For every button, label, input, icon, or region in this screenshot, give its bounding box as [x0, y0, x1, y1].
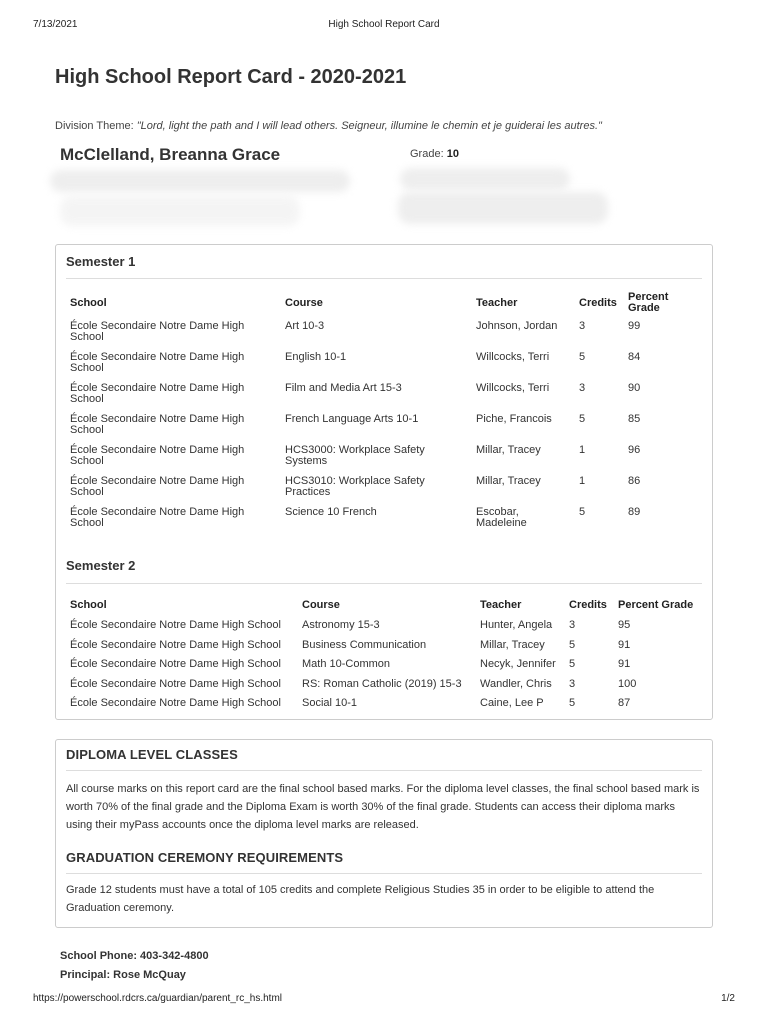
table-row: [66, 441, 704, 472]
percent-grade-cell: 95: [618, 619, 631, 632]
course-cell: HCS3010: Workplace Safety Practices: [285, 475, 425, 498]
table-row: [66, 675, 704, 695]
column-header-percent-grade: Percent Grade: [618, 599, 694, 611]
divider: [66, 278, 702, 279]
teacher-cell: Piche, Francois: [476, 413, 552, 425]
grade-label: Grade:: [410, 148, 444, 160]
teacher-cell: Willcocks, Terri: [476, 351, 550, 363]
percent-grade-cell: 90: [628, 382, 641, 394]
table-row: [66, 636, 704, 656]
redacted-area: [60, 196, 300, 226]
course-cell: Science 10 French: [285, 506, 377, 518]
course-cell: Math 10-Common: [302, 658, 391, 671]
grade-value: 10: [446, 148, 459, 160]
table-row: [66, 616, 704, 636]
semester-1-table: [66, 289, 704, 534]
table-row: [66, 379, 704, 410]
principal-name: Principal: Rose McQuay: [60, 969, 186, 981]
redacted-area: [50, 170, 350, 192]
info-panel: [55, 739, 713, 928]
column-header-percent-grade: Percent Grade: [628, 291, 669, 314]
student-grade: [410, 148, 459, 160]
percent-grade-cell: 100: [618, 677, 637, 690]
table-header-row: [66, 594, 704, 616]
table-row: [66, 410, 704, 441]
semester-2-table: [66, 594, 704, 714]
teacher-cell: Wandler, Chris: [480, 677, 552, 690]
semester-2-title: Semester 2: [66, 558, 136, 573]
division-theme: [55, 120, 602, 132]
school-cell: École Secondaire Notre Dame High School: [70, 320, 245, 343]
column-header-school: School: [70, 599, 107, 611]
grades-panel: [55, 244, 713, 720]
divider: [66, 583, 702, 584]
teacher-cell: Willcocks, Terri: [476, 382, 550, 394]
school-cell: École Secondaire Notre Dame High School: [70, 677, 281, 690]
diploma-section-title: DIPLOMA LEVEL CLASSES: [66, 747, 238, 762]
school-cell: École Secondaire Notre Dame High School: [70, 351, 245, 374]
divider: [66, 770, 702, 771]
school-cell: École Secondaire Notre Dame High School: [70, 638, 281, 651]
print-date: 7/13/2021: [33, 19, 78, 30]
table-row: [66, 694, 704, 714]
teacher-cell: Millar, Tracey: [480, 638, 545, 651]
table-row: [66, 317, 704, 348]
column-header-school: School: [70, 297, 107, 309]
graduation-section-text: Grade 12 students must have a total of 105 credits and complete Religious Studies 35 in order to be eligible to attend the Graduation ceremony.: [66, 884, 655, 914]
print-document-title: High School Report Card: [328, 19, 440, 30]
course-cell: French Language Arts 10-1: [285, 413, 419, 425]
course-cell: English 10-1: [285, 351, 347, 363]
course-cell: Social 10-1: [302, 697, 358, 710]
page-title: High School Report Card - 2020-2021: [55, 66, 407, 88]
column-header-course: Course: [285, 297, 323, 309]
percent-grade-cell: 99: [628, 320, 641, 332]
school-cell: École Secondaire Notre Dame High School: [70, 697, 281, 710]
page-url: https://powerschool.rdcrs.ca/guardian/parent_rc_hs.html: [33, 993, 283, 1004]
school-phone: School Phone: 403-342-4800: [60, 950, 209, 962]
teacher-cell: Millar, Tracey: [476, 475, 541, 487]
course-cell: Film and Media Art 15-3: [285, 382, 402, 394]
percent-grade-cell: 91: [618, 658, 631, 671]
table-row: [66, 503, 704, 534]
course-cell: Astronomy 15-3: [302, 619, 380, 632]
division-theme-quote: "Lord, light the path and I will lead others. Seigneur, illumine le chemin et je guiderai les autres.": [136, 120, 602, 132]
table-header-row: [66, 289, 704, 317]
percent-grade-cell: 84: [628, 351, 641, 363]
course-cell: Business Communication: [302, 638, 427, 651]
school-cell: École Secondaire Notre Dame High School: [70, 506, 245, 529]
page-number: 1/2: [721, 993, 735, 1004]
column-header-credits: Credits: [569, 599, 607, 611]
school-cell: École Secondaire Notre Dame High School: [70, 619, 281, 632]
student-name: McClelland, Breanna Grace: [60, 145, 281, 164]
credits-cell: 3: [579, 320, 586, 332]
graduation-section-title: GRADUATION CEREMONY REQUIREMENTS: [66, 850, 344, 865]
redacted-area: [398, 192, 608, 224]
course-cell: HCS3000: Workplace Safety Systems: [285, 444, 425, 467]
credits-cell: 5: [569, 697, 576, 710]
diploma-section-text: All course marks on this report card are the final school based marks. For the diploma level classes, the final school based mark is worth 70% of the final grade and the Diploma Exam is worth 30% of the final grade. Students can access their diploma marks using their myPass accounts once the diploma level marks are released.: [66, 783, 700, 831]
divider: [66, 873, 702, 874]
redacted-area: [400, 168, 570, 190]
course-cell: RS: Roman Catholic (2019) 15-3: [302, 677, 462, 690]
credits-cell: 5: [579, 413, 586, 425]
credits-cell: 5: [569, 658, 576, 671]
percent-grade-cell: 85: [628, 413, 641, 425]
percent-grade-cell: 96: [628, 444, 641, 456]
credits-cell: 3: [569, 677, 576, 690]
teacher-cell: Caine, Lee P: [480, 697, 544, 710]
percent-grade-cell: 89: [628, 506, 641, 518]
course-cell: Art 10-3: [285, 320, 325, 332]
school-cell: École Secondaire Notre Dame High School: [70, 382, 245, 405]
credits-cell: 1: [579, 475, 586, 487]
percent-grade-cell: 91: [618, 638, 631, 651]
division-theme-label: Division Theme:: [55, 120, 134, 132]
semester-1-title: Semester 1: [66, 254, 136, 269]
teacher-cell: Hunter, Angela: [480, 619, 553, 632]
teacher-cell: Necyk, Jennifer: [480, 658, 556, 671]
table-row: [66, 655, 704, 675]
teacher-cell: Millar, Tracey: [476, 444, 541, 456]
school-cell: École Secondaire Notre Dame High School: [70, 475, 245, 498]
school-cell: École Secondaire Notre Dame High School: [70, 413, 245, 436]
credits-cell: 3: [569, 619, 576, 632]
teacher-cell: Escobar, Madeleine: [476, 506, 527, 529]
school-cell: École Secondaire Notre Dame High School: [70, 444, 245, 467]
teacher-cell: Johnson, Jordan: [476, 320, 558, 332]
credits-cell: 1: [579, 444, 586, 456]
table-row: [66, 348, 704, 379]
table-row: [66, 472, 704, 503]
column-header-credits: Credits: [579, 297, 617, 309]
column-header-teacher: Teacher: [480, 599, 522, 611]
school-cell: École Secondaire Notre Dame High School: [70, 658, 281, 671]
percent-grade-cell: 87: [618, 697, 631, 710]
percent-grade-cell: 86: [628, 475, 641, 487]
column-header-course: Course: [302, 599, 340, 611]
credits-cell: 5: [569, 638, 576, 651]
credits-cell: 3: [579, 382, 586, 394]
column-header-teacher: Teacher: [476, 297, 518, 309]
credits-cell: 5: [579, 351, 586, 363]
credits-cell: 5: [579, 506, 586, 518]
